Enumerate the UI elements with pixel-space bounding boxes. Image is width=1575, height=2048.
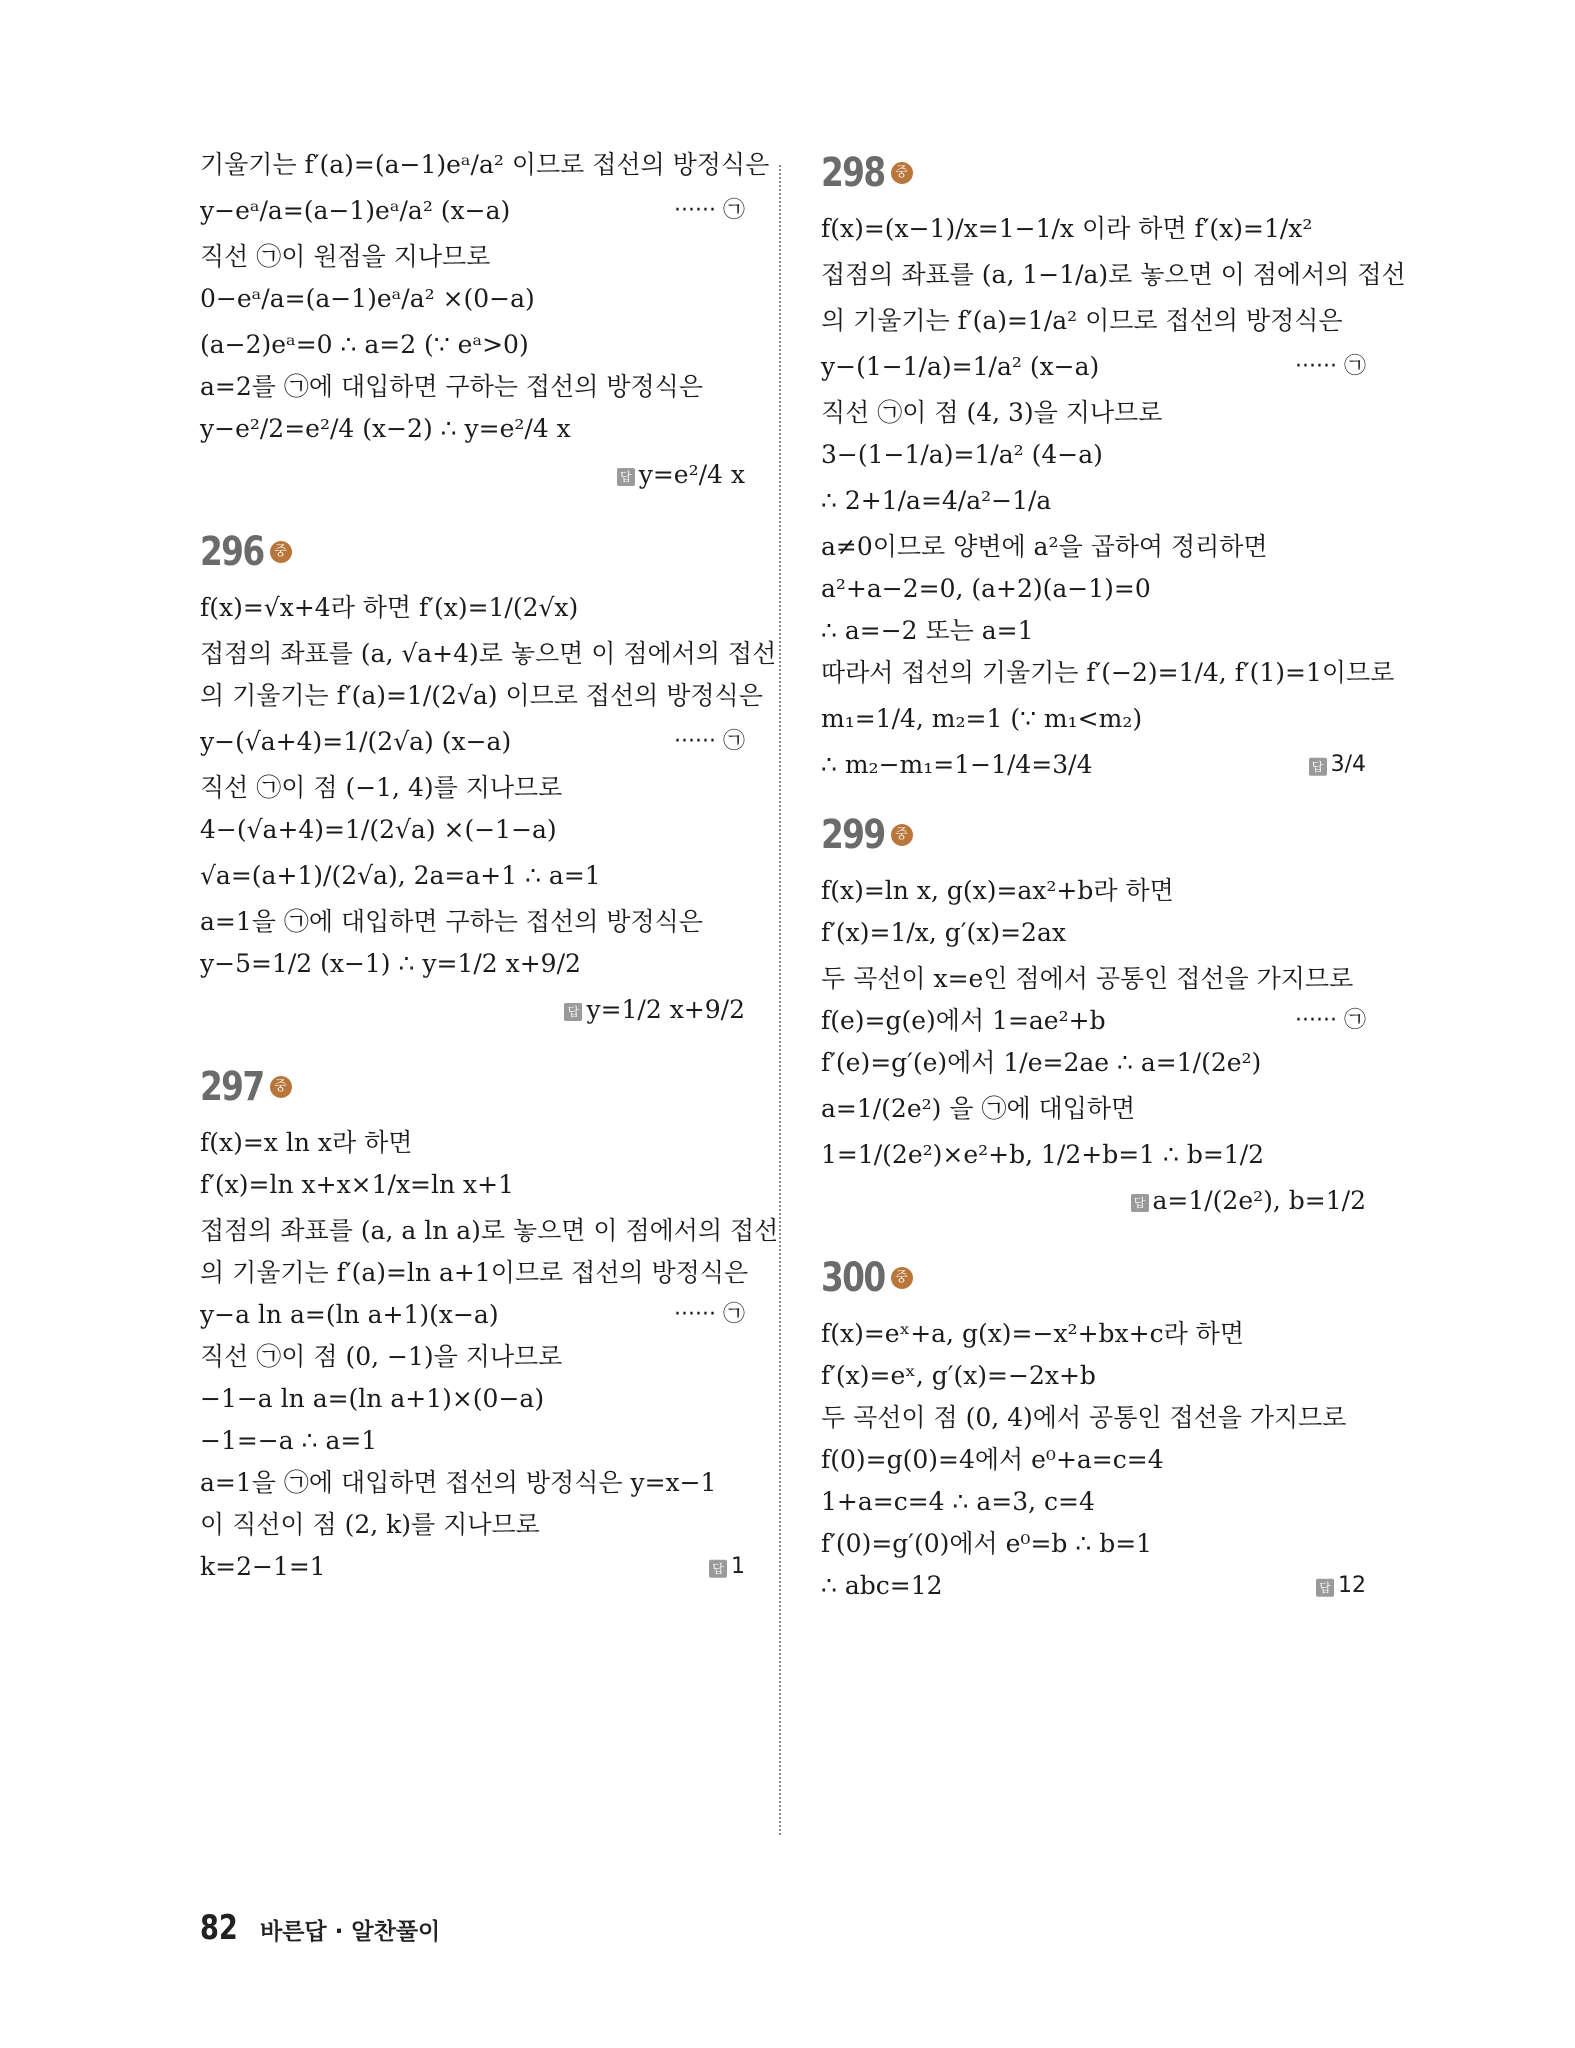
difficulty-badge: 중 [270,541,292,563]
solution-line: 의 기울기는 f′(a)=1/(2√a) 이므로 접선의 방정식은 [200,681,763,710]
left-column [200,150,779,1594]
difficulty-badge: 중 [891,162,913,184]
solution-line: a=1/(2e²) 을 ㉠에 대입하면 [821,1094,1136,1123]
solution-line: f′(0)=g′(0)에서 e⁰=b ∴ b=1 [821,1529,1153,1558]
solution-line: ∴ abc=12 답 12 [821,1571,1366,1600]
problem-header [821,150,1366,196]
problem-number: 300 [821,1255,885,1301]
answer-icon: 답 [1131,1194,1149,1212]
answer [200,460,745,489]
solution-line: 접점의 좌표를 (a, a ln a)로 놓으면 이 점에서의 접선 [200,1216,779,1245]
solution-line: a=1을 ㉠에 대입하면 구하는 접선의 방정식은 [200,907,703,936]
solution-line: 직선 ㉠이 점 (4, 3)을 지나므로 [821,398,1163,427]
problem-297 [200,1064,779,1582]
solution-line: f(x)=√x+4라 하면 f′(x)=1/(2√x) [200,593,579,622]
solution-line: k=2−1=1 답 1 [200,1552,745,1581]
solution-line: 의 기울기는 f′(a)=1/a² 이므로 접선의 방정식은 [821,306,1343,335]
solution-line: 두 곡선이 점 (0, 4)에서 공통인 접선을 가지므로 [821,1403,1347,1432]
answer-icon: 답 [1309,758,1327,776]
solution-line: a≠0이므로 양변에 a²을 곱하여 정리하면 [821,532,1268,561]
solution-line: 1=1/(2e²)×e²+b, 1/2+b=1 ∴ b=1/2 [821,1140,1265,1169]
right-column [821,150,1406,1613]
problem-299 [821,812,1366,1215]
solution-line: ∴ m₂−m₁=1−1/4=3/4 답 3/4 [821,750,1366,779]
solution-line: −1=−a ∴ a=1 [200,1426,378,1455]
solution-line: √a=(a+1)/(2√a), 2a=a+1 ∴ a=1 [200,861,601,890]
difficulty-badge: 중 [270,1076,292,1098]
solution-line: f(0)=g(0)=4에서 e⁰+a=c=4 [821,1445,1164,1474]
solution-line: 기울기는 f′(a)=(a−1)eᵃ/a² 이므로 접선의 방정식은 [200,150,770,179]
solution-line: a=1을 ㉠에 대입하면 접선의 방정식은 y=x−1 [200,1468,717,1497]
equation-marker: ······ ㉠ [674,197,745,223]
answer-icon: 답 [617,468,635,486]
page-number: 82 [200,1908,238,1948]
solution-line: 접점의 좌표를 (a, √a+4)로 놓으면 이 점에서의 접선 [200,639,777,668]
answer-icon: 답 [564,1003,582,1021]
solution-line: 1+a=c=4 ∴ a=3, c=4 [821,1487,1095,1516]
difficulty-badge: 중 [891,824,913,846]
solution-line: a=2를 ㉠에 대입하면 구하는 접선의 방정식은 [200,372,703,401]
solution-line: f(x)=eˣ+a, g(x)=−x²+bx+c라 하면 [821,1319,1244,1348]
solution-line: y−e²/2=e²/4 (x−2) ∴ y=e²/4 x [200,414,571,443]
problem-header [821,1255,1366,1301]
solution-line: f(x)=ln x, g(x)=ax²+b라 하면 [821,876,1174,905]
equation-marker: ······ ㉠ [1295,1007,1366,1033]
answer-value: 1 [731,1553,745,1579]
page-footer [200,1908,440,1948]
solution-line: 따라서 접선의 기울기는 f′(−2)=1/4, f′(1)=1이므로 [821,658,1395,687]
solution-line: 직선 ㉠이 원점을 지나므로 [200,242,491,271]
problem-number: 299 [821,812,885,858]
solution-line: f(x)=x ln x라 하면 [200,1128,413,1157]
answer [1309,752,1366,778]
answer-value: y=1/2 x+9/2 [586,995,745,1024]
answer-value: 3/4 [1330,751,1366,777]
answer-icon: 답 [709,1560,727,1578]
answer-value: y=e²/4 x [638,460,745,489]
book-section-title: 바른답 · 알찬풀이 [260,1919,441,1945]
solution-line: f(x)=(x−1)/x=1−1/x 이라 하면 f′(x)=1/x² [821,214,1313,243]
problem-number: 296 [200,529,264,575]
difficulty-badge: 중 [891,1267,913,1289]
answer-value: a=1/(2e²), b=1/2 [1152,1186,1366,1215]
solution-line: 4−(√a+4)=1/(2√a) ×(−1−a) [200,815,557,844]
solution-line: 이 직선이 점 (2, k)를 지나므로 [200,1510,540,1539]
solution-line: f′(x)=1/x, g′(x)=2ax [821,918,1066,947]
problem-header [821,812,1366,858]
answer-value: 12 [1338,1572,1366,1598]
solution-line: f′(e)=g′(e)에서 1/e=2ae ∴ a=1/(2e²) [821,1048,1262,1077]
solution-line: ∴ a=−2 또는 a=1 [821,616,1034,645]
problem-header [200,529,745,575]
continuation-solution [200,150,770,489]
solution-line: a²+a−2=0, (a+2)(a−1)=0 [821,574,1151,603]
solution-line: y−(1−1/a)=1/a² (x−a) ······ ㉠ [821,352,1366,381]
equation-marker: ······ ㉠ [674,728,745,754]
solution-line: f′(x)=ln x+x×1/x=ln x+1 [200,1170,514,1199]
answer-icon: 답 [1316,1579,1334,1597]
solution-line: 0−eᵃ/a=(a−1)eᵃ/a² ×(0−a) [200,284,535,313]
answer [200,995,745,1024]
solution-line: 의 기울기는 f′(a)=ln a+1이므로 접선의 방정식은 [200,1258,749,1287]
problem-298 [821,150,1406,780]
solution-line: 두 곡선이 x=e인 점에서 공통인 접선을 가지므로 [821,964,1354,993]
solution-line: f(e)=g(e)에서 1=ae²+b ······ ㉠ [821,1006,1366,1035]
problem-header [200,1064,745,1110]
answer [821,1186,1366,1215]
column-divider [779,165,781,1835]
answer [709,1554,745,1580]
solution-line: (a−2)eᵃ=0 ∴ a=2 (∵ eᵃ>0) [200,330,529,359]
solution-line: 직선 ㉠이 점 (0, −1)을 지나므로 [200,1342,563,1371]
equation-marker: ······ ㉠ [1295,353,1366,379]
equation-marker: ······ ㉠ [674,1301,745,1327]
solution-line: y−eᵃ/a=(a−1)eᵃ/a² (x−a) ······ ㉠ [200,196,745,225]
solution-line: 3−(1−1/a)=1/a² (4−a) [821,440,1103,469]
solution-line: y−5=1/2 (x−1) ∴ y=1/2 x+9/2 [200,949,581,978]
solution-line: y−(√a+4)=1/(2√a) (x−a) ······ ㉠ [200,727,745,756]
solution-line: 접점의 좌표를 (a, 1−1/a)로 놓으면 이 점에서의 접선 [821,260,1406,289]
solution-line: f′(x)=eˣ, g′(x)=−2x+b [821,1361,1096,1390]
solution-line: y−a ln a=(ln a+1)(x−a) ······ ㉠ [200,1300,745,1329]
solution-line: 직선 ㉠이 점 (−1, 4)를 지나므로 [200,773,563,802]
solution-line: ∴ 2+1/a=4/a²−1/a [821,486,1052,515]
problem-number: 298 [821,150,885,196]
problem-296 [200,529,777,1024]
solution-line: −1−a ln a=(ln a+1)×(0−a) [200,1384,545,1413]
solution-line: m₁=1/4, m₂=1 (∵ m₁<m₂) [821,704,1143,733]
problem-300 [821,1255,1366,1601]
answer [1316,1573,1366,1599]
problem-number: 297 [200,1064,264,1110]
